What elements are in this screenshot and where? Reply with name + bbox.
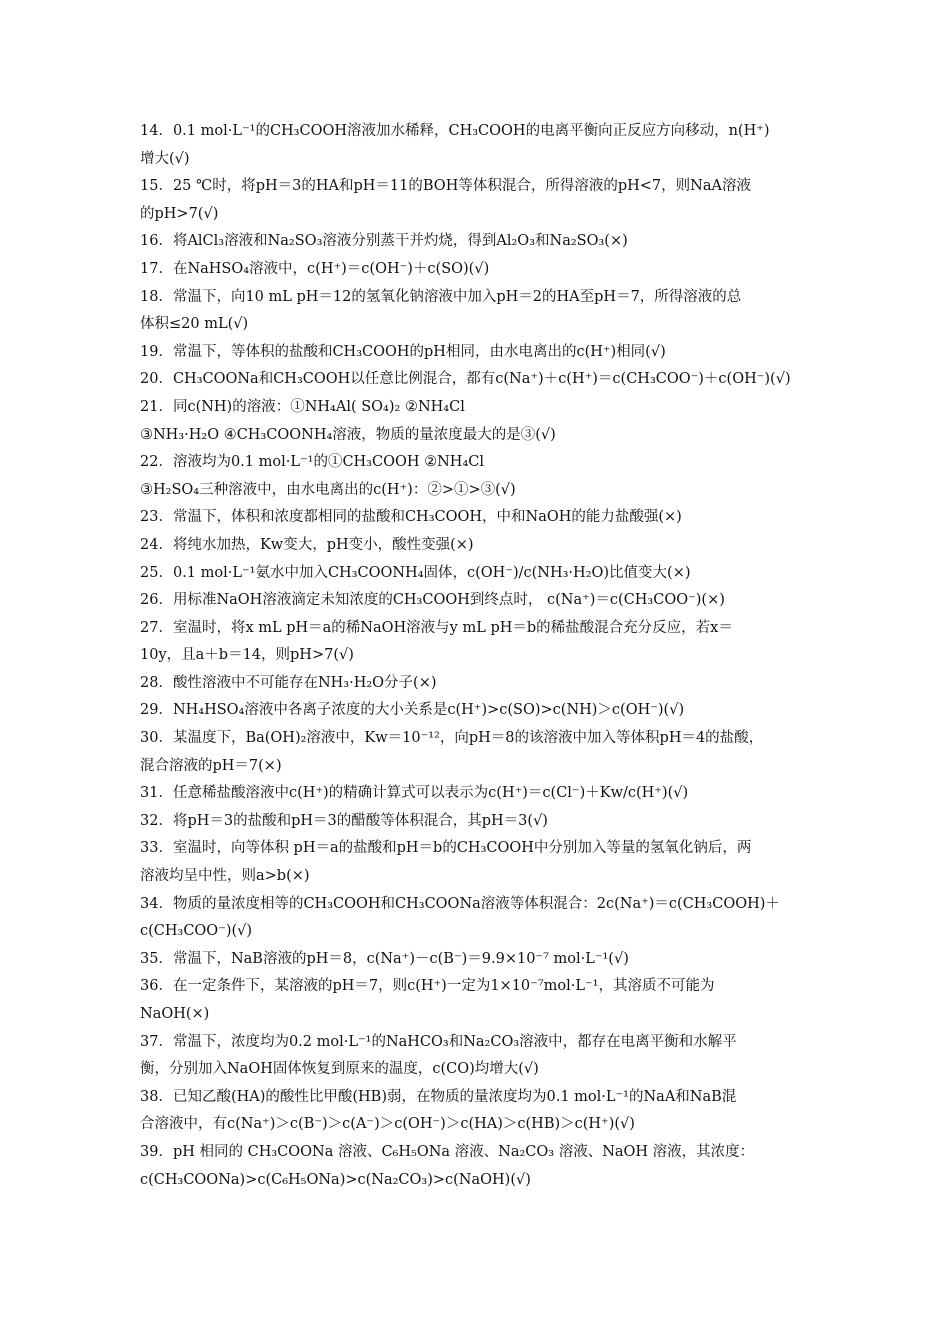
text-line: 14．0.1 mol·L⁻¹的CH₃COOH溶液加水稀释，CH₃COOH的电离平衡向正反应方向移动，n(H⁺)	[140, 123, 770, 139]
text-line: c(CH₃COO⁻)(√)	[140, 923, 253, 940]
text-line: 36．在一定条件下，某溶液的pH＝7，则c(H⁺)一定为1×10⁻⁷mol·L⁻¹，其溶质不可能为	[140, 978, 715, 995]
text-line: 20．CH₃COONa和CH₃COOH以任意比例混合，都有c(Na⁺)＋c(H⁺)＝c(CH₃COO⁻)＋c(OH⁻)(√)	[140, 371, 791, 388]
text-line: 38．已知乙酸(HA)的酸性比甲酸(HB)弱，在物质的量浓度均为0.1 mol·L⁻¹的NaA和NaB混	[140, 1088, 737, 1105]
text-line: 34．物质的量浓度相等的CH₃COOH和CH₃COONa溶液等体积混合：2c(Na⁺)＝c(CH₃COOH)＋	[140, 895, 780, 912]
text-line: 30．某温度下，Ba(OH)₂溶液中，Kw＝10⁻¹²，向pH＝8的该溶液中加入等体积pH＝4的盐酸，	[140, 730, 764, 747]
text-line: 25．0.1 mol·L⁻¹氨水中加入CH₃COONH₄固体，c(OH⁻)/c(NH₃·H₂O)比值变大(×)	[140, 564, 691, 581]
text-line: NaOH(×)	[140, 1006, 210, 1022]
text-line: 33．室温时，向等体积 pH＝a的盐酸和pH＝b的CH₃COOH中分别加入等量的氢氧化钠后，两	[140, 840, 752, 857]
text-line: 26．用标准NaOH溶液滴定未知浓度的CH₃COOH到终点时， c(Na⁺)＝c(CH₃COO⁻)(×)	[140, 592, 725, 609]
text-line: 16．将AlCl₃溶液和Na₂SO₃溶液分别蒸干并灼烧，得到Al₂O₃和Na₂SO₃(×)	[140, 233, 628, 250]
text-line: 23．常温下，体积和浓度都相同的盐酸和CH₃COOH，中和NaOH的能力盐酸强(×)	[140, 509, 682, 526]
document-body	[140, 118, 812, 1194]
text-line: 31．任意稀盐酸溶液中c(H⁺)的精确计算式可以表示为c(H⁺)＝c(Cl⁻)＋Kw/c(H⁺)(√)	[140, 785, 689, 802]
text-line: ③H₂SO₄三种溶液中，由水电离出的c(H⁺)：②>①>③(√)	[140, 481, 516, 498]
text-line: 17．在NaHSO₄溶液中，c(H⁺)＝c(OH⁻)＋c(SO)(√)	[140, 260, 490, 277]
text-line: 28．酸性溶液中不可能存在NH₃·H₂O分子(×)	[140, 674, 437, 691]
text-line: 37．常温下，浓度均为0.2 mol·L⁻¹的NaHCO₃和Na₂CO₃溶液中，都存在电离平衡和水解平	[140, 1033, 737, 1050]
text-line: 29．NH₄HSO₄溶液中各离子浓度的大小关系是c(H⁺)>c(SO)>c(NH)＞c(OH⁻)(√)	[140, 702, 685, 719]
text-line: 19．常温下，等体积的盐酸和CH₃COOH的pH相同，由水电离出的c(H⁺)相同(√)	[140, 343, 666, 360]
text-line: 增大(√)	[140, 150, 190, 167]
text-line: 21．同c(NH)的溶液：①NH₄Al( SO₄)₂ ②NH₄Cl	[140, 398, 465, 415]
text-line: 混合溶液的pH＝7(×)	[140, 757, 282, 774]
text-line: 27．室温时，将x mL pH＝a的稀NaOH溶液与y mL pH＝b的稀盐酸混合充分反应，若x＝	[140, 619, 733, 636]
text-line: c(CH₃COONa)>c(C₆H₅ONa)>c(Na₂CO₃)>c(NaOH)(√)	[140, 1171, 531, 1188]
text-line: 衡，分别加入NaOH固体恢复到原来的温度，c(CO)均增大(√)	[140, 1061, 539, 1078]
text-line: 22．溶液均为0.1 mol·L⁻¹的①CH₃COOH ②NH₄Cl	[140, 454, 484, 471]
text-line: ③NH₃·H₂O ④CH₃COONH₄溶液，物质的量浓度最大的是③(√)	[140, 426, 556, 443]
text-line: 35．常温下，NaB溶液的pH＝8，c(Na⁺)－c(B⁻)＝9.9×10⁻⁷ mol·L⁻¹(√)	[140, 950, 629, 967]
text-line: 18．常温下，向10 mL pH＝12的氢氧化钠溶液中加入pH＝2的HA至pH＝7，所得溶液的总	[140, 288, 742, 305]
text-line: 体积≤20 mL(√)	[140, 316, 249, 333]
text-line: 的pH>7(√)	[140, 205, 219, 222]
text-line: 24．将纯水加热，Kw变大，pH变小，酸性变强(×)	[140, 536, 474, 553]
text-line: 合溶液中，有c(Na⁺)＞c(B⁻)＞c(A⁻)＞c(OH⁻)＞c(HA)＞c(HB)＞c(H⁺)(√)	[140, 1116, 635, 1133]
text-line: 10y，且a＋b＝14，则pH>7(√)	[140, 647, 354, 664]
text-line: 15．25 ℃时，将pH＝3的HA和pH＝11的BOH等体积混合，所得溶液的pH<7，则NaA溶液	[140, 178, 751, 195]
text-line: 溶液均呈中性，则a>b(×)	[140, 868, 310, 885]
text-line: 39．pH 相同的 CH₃COONa 溶液、C₆H₅ONa 溶液、Na₂CO₃ 溶液、NaOH 溶液，其浓度：	[140, 1143, 755, 1160]
text-line: 32．将pH＝3的盐酸和pH＝3的醋酸等体积混合，其pH＝3(√)	[140, 812, 548, 829]
